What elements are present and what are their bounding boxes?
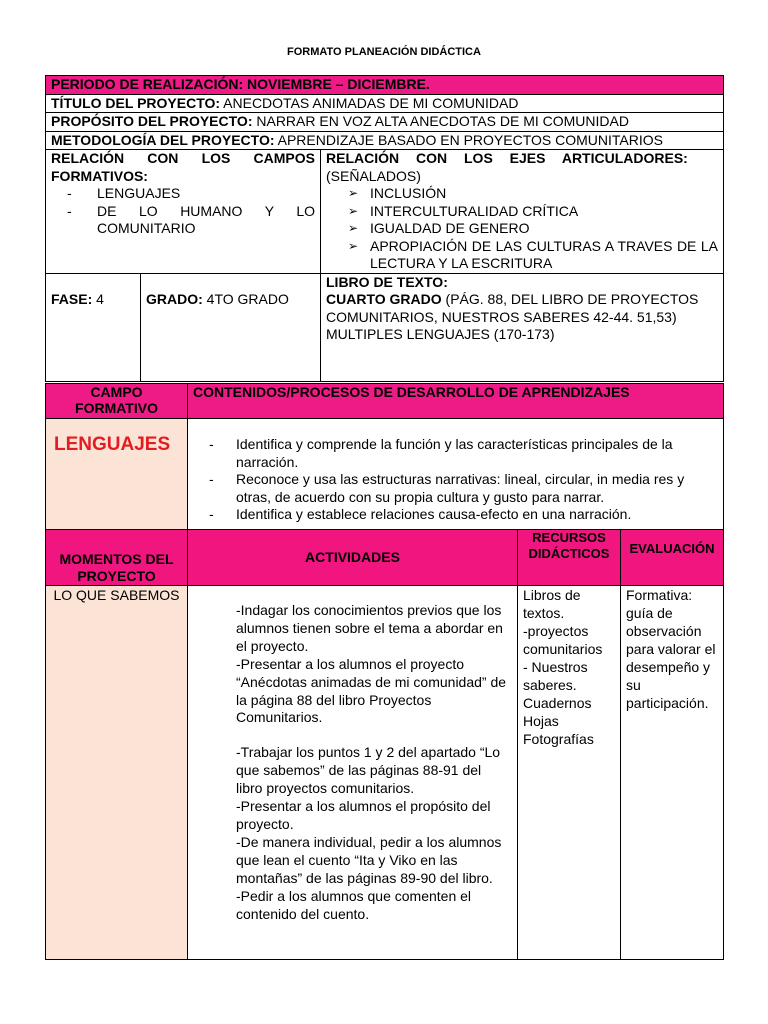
fase-label: FASE: — [51, 290, 93, 307]
ejes-list — [326, 185, 718, 273]
proposito-row — [46, 113, 724, 132]
metodologia-value: APRENDIZAJE BASADO EN PROYECTOS COMUNITARIOS — [274, 131, 663, 148]
contenidos-cell — [188, 419, 724, 530]
campo-header-row — [46, 384, 724, 419]
recurso-item: Hojas — [523, 713, 559, 729]
relacion-row — [46, 150, 724, 274]
libro-label: LIBRO DE TEXTO: — [326, 273, 448, 290]
contenidos-header: CONTENIDOS/PROCESOS DE DESARROLLO DE APRENDIZAJES — [188, 384, 724, 419]
ejes-note: (SEÑALADOS) — [326, 167, 421, 184]
recursos-header: RECURSOS DIDÁCTICOS — [518, 530, 621, 586]
page-title: FORMATO PLANEACIÓN DIDÁCTICA — [287, 46, 481, 58]
contenido-item: - Reconoce y usa las estructuras narrativas: lineal, circular, in media res y otras, de acuerdo con su propia cultura y gusto para narrar. — [193, 471, 715, 506]
contenidos-row — [46, 419, 724, 530]
contenido-item: - Identifica y comprende la función y las características principales de la narración. — [193, 436, 715, 471]
periodo-label: PERIODO DE REALIZACIÓN: NOVIEMBRE – DICIEMBRE. — [51, 76, 430, 92]
table-header-row — [46, 530, 724, 586]
planning-table — [45, 383, 724, 960]
momentos-header: MOMENTOS DEL PROYECTO — [46, 530, 188, 586]
grado-cell — [141, 273, 321, 381]
recurso-item: Libros de textos. — [523, 587, 581, 621]
titulo-value: ANECDOTAS ANIMADAS DE MI COMUNIDAD — [220, 94, 519, 111]
recurso-item: Cuadernos — [523, 695, 592, 711]
libro-ref: (PÁG. 88, DEL LIBRO DE PROYECTOS COMUNITARIOS, NUESTROS SABERES 42-44. 51,53) — [326, 291, 699, 325]
actividad-paragraph: -Presentar a los alumnos el proyecto “Anécdotas animadas de mi comunidad” de la página 88 del libro Proyectos Comunitarios. — [236, 655, 507, 726]
eje-item: ➢ INTERCULTURALIDAD CRÍTICA — [326, 203, 718, 221]
eje-item: ➢ APROPIACIÓN DE LAS CULTURAS A TRAVES DE LA LECTURA Y LA ESCRITURA — [326, 238, 718, 273]
fase-cell — [46, 273, 141, 381]
project-info-table — [45, 75, 724, 382]
titulo-label: TÍTULO DEL PROYECTO: — [51, 94, 221, 111]
titulo-row — [46, 94, 724, 113]
campos-cell — [46, 150, 321, 274]
campo-item: - DE LO HUMANO Y LO COMUNITARIO — [51, 203, 315, 238]
recurso-item: Fotografías — [523, 731, 594, 747]
ejes-cell — [321, 150, 724, 274]
ejes-label: RELACIÓN CON LOS EJES ARTICULADORES: — [326, 150, 688, 166]
evaluacion-cell: Formativa: guía de observación para valorar el desempeño y su participación. — [621, 586, 724, 960]
actividad-paragraph: -Trabajar los puntos 1 y 2 del apartado “Lo que sabemos” de las páginas 88-91 del libro proyectos comunitarios. — [236, 744, 501, 797]
campo-header: CAMPO FORMATIVO — [46, 384, 188, 419]
fase-value: 4 — [92, 290, 104, 307]
eje-item: ➢ IGUALDAD DE GENERO — [326, 220, 718, 238]
recursos-cell — [518, 586, 621, 960]
campo-name-cell — [46, 419, 188, 530]
proposito-label: PROPÓSITO DEL PROYECTO: — [51, 113, 253, 129]
grado-value: 4TO GRADO — [202, 290, 289, 307]
metodologia-label: METODOLOGÍA DEL PROYECTO: — [51, 131, 275, 148]
fase-row — [46, 273, 724, 381]
libro-grade: CUARTO GRADO — [326, 291, 442, 307]
campos-list — [51, 185, 315, 238]
recurso-item: -proyectos comunitarios — [523, 623, 603, 657]
recurso-item: - Nuestros saberes. — [523, 659, 588, 693]
contenidos-list — [193, 436, 715, 524]
contenido-item: - Identifica y establece relaciones causa-efecto en una narración. — [193, 506, 715, 524]
proposito-value: NARRAR EN VOZ ALTA ANECDOTAS DE MI COMUNIDAD — [252, 113, 629, 129]
metodologia-row — [46, 131, 724, 150]
campo-name: LENGUAJES — [54, 434, 171, 455]
actividad-paragraph: -Presentar a los alumnos el propósito del proyecto. — [236, 798, 491, 832]
eje-item: ➢ INCLUSIÓN — [326, 185, 718, 203]
periodo-row — [46, 76, 724, 95]
libro-cell — [321, 273, 724, 381]
grado-label: GRADO: — [146, 290, 203, 307]
evaluacion-header: EVALUACIÓN — [621, 530, 724, 586]
actividad-paragraph: -Pedir a los alumnos que comenten el contenido del cuento. — [236, 887, 472, 922]
momento-cell: LO QUE SABEMOS — [46, 586, 188, 960]
actividades-cell — [188, 586, 518, 960]
campos-label: RELACIÓN CON LOS CAMPOS FORMATIVOS: — [51, 150, 315, 184]
actividades-header: ACTIVIDADES — [188, 530, 518, 586]
table-row — [46, 586, 724, 960]
actividad-paragraph: -Indagar los conocimientos previos que los alumnos tienen sobre el tema a abordar en el proyecto. — [236, 602, 503, 654]
campo-item: - LENGUAJES — [51, 185, 315, 203]
actividad-paragraph: -De manera individual, pedir a los alumnos que lean el cuento “Ita y Viko en las montañas” de las páginas 89-90 del libro. — [236, 833, 502, 886]
libro-extra: MULTIPLES LENGUAJES (170-173) — [326, 326, 555, 342]
